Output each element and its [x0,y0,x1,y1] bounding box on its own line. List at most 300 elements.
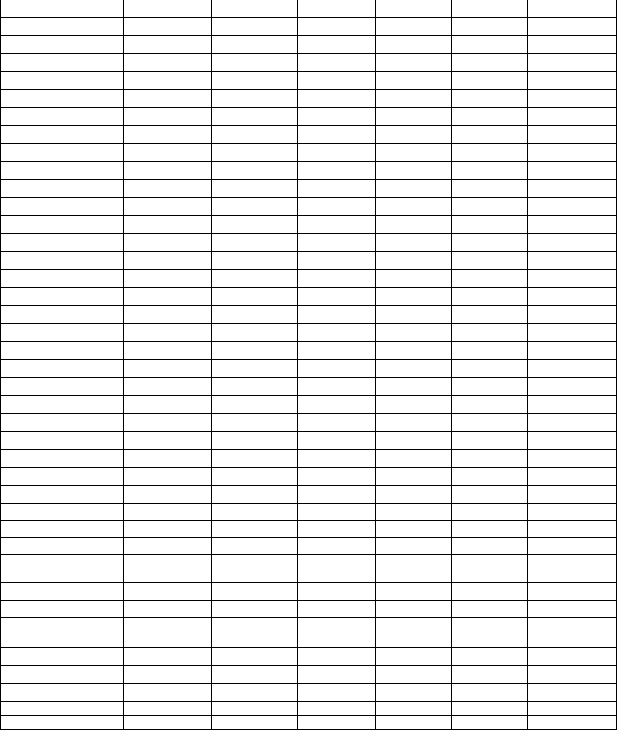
cell-unit [124,342,212,360]
cell-item-name [0,684,124,702]
table-row [0,521,617,538]
cell-price-col-3 [452,601,528,618]
cell-price-col-2 [376,90,452,108]
cell-grade-or-unit [212,618,298,648]
cell-unit [124,234,212,252]
cell-unit [124,198,212,216]
cell-price-col-2 [376,270,452,288]
cell-price-col-1 [298,108,376,126]
cell-item-name [0,144,124,162]
cell-price-col-3 [452,648,528,666]
cell-price-col-3 [452,486,528,504]
cell-price-col-3 [452,180,528,198]
cell-price-col-2 [376,234,452,252]
cell-price-col-4 [528,538,617,555]
cell-grade-or-unit [212,396,298,414]
cell-grade-or-unit [212,90,298,108]
cell-price-col-2 [376,360,452,378]
table-row [0,648,617,666]
cell-item-name [0,324,124,342]
cell-price-col-3 [452,555,528,583]
cell-price-col-4 [528,90,617,108]
cell-price-col-3 [452,702,528,716]
cell-item-name [0,432,124,450]
cell-price-col-1 [298,270,376,288]
cell-price-col-2 [376,252,452,270]
table-row [0,288,617,306]
cell-price-col-1 [298,468,376,486]
cell-price-col-3 [452,54,528,72]
cell-price-col-4 [528,180,617,198]
cell-item-name [0,0,124,18]
cell-price-col-2 [376,180,452,198]
cell-price-col-1 [298,162,376,180]
cell-unit [124,583,212,601]
cell-unit [124,378,212,396]
cell-price-col-1 [298,18,376,36]
cell-price-col-4 [528,18,617,36]
cell-item-name [0,360,124,378]
cell-unit [124,108,212,126]
cell-price-col-2 [376,144,452,162]
cell-price-col-1 [298,716,376,730]
cell-price-col-2 [376,162,452,180]
cell-price-col-3 [452,0,528,18]
cell-item-name [0,648,124,666]
table-row [0,144,617,162]
table-row [0,54,617,72]
cell-price-col-3 [452,108,528,126]
cell-price-col-3 [452,414,528,432]
cell-price-col-2 [376,198,452,216]
cell-item-name [0,306,124,324]
cell-price-col-3 [452,18,528,36]
cell-price-col-3 [452,666,528,684]
cell-price-col-3 [452,306,528,324]
cell-price-col-2 [376,306,452,324]
cell-price-col-1 [298,538,376,555]
cell-price-col-1 [298,432,376,450]
cell-price-col-3 [452,396,528,414]
cell-price-col-2 [376,126,452,144]
cell-grade-or-unit [212,162,298,180]
cell-price-col-2 [376,414,452,432]
table-row [0,162,617,180]
table-row [0,450,617,468]
table-row [0,396,617,414]
cell-price-col-2 [376,583,452,601]
cell-price-col-3 [452,521,528,538]
cell-item-name [0,414,124,432]
table-row [0,126,617,144]
cell-grade-or-unit [212,18,298,36]
cell-price-col-3 [452,126,528,144]
cell-unit [124,162,212,180]
cell-price-col-2 [376,216,452,234]
cell-price-col-3 [452,538,528,555]
cell-price-col-4 [528,360,617,378]
cell-grade-or-unit [212,126,298,144]
cell-price-col-1 [298,216,376,234]
cell-grade-or-unit [212,450,298,468]
cell-price-col-4 [528,252,617,270]
cell-grade-or-unit [212,144,298,162]
cell-price-col-2 [376,538,452,555]
cell-price-col-1 [298,198,376,216]
cell-grade-or-unit [212,538,298,555]
cell-price-col-3 [452,583,528,601]
cell-price-col-1 [298,0,376,18]
cell-item-name [0,216,124,234]
table-row [0,486,617,504]
cell-price-col-3 [452,618,528,648]
cell-grade-or-unit [212,252,298,270]
cell-price-col-2 [376,486,452,504]
cell-grade-or-unit [212,555,298,583]
cell-item-name [0,90,124,108]
table-row [0,432,617,450]
table-row [0,270,617,288]
cell-item-name [0,521,124,538]
cell-price-col-2 [376,0,452,18]
cell-item-name [0,555,124,583]
cell-price-col-4 [528,396,617,414]
cell-unit [124,360,212,378]
cell-item-name [0,270,124,288]
cell-grade-or-unit [212,288,298,306]
cell-price-col-4 [528,601,617,618]
cell-unit [124,36,212,54]
cell-price-col-4 [528,0,617,18]
cell-item-name [0,504,124,521]
cell-item-name [0,252,124,270]
cell-price-col-4 [528,521,617,538]
table-row [0,216,617,234]
cell-price-col-4 [528,234,617,252]
cell-price-col-1 [298,396,376,414]
cell-price-col-3 [452,234,528,252]
cell-price-col-2 [376,54,452,72]
cell-unit [124,396,212,414]
cell-price-col-2 [376,36,452,54]
cell-price-col-3 [452,360,528,378]
cell-grade-or-unit [212,468,298,486]
cell-grade-or-unit [212,666,298,684]
cell-item-name [0,468,124,486]
cell-price-col-4 [528,342,617,360]
cell-unit [124,144,212,162]
cell-price-col-4 [528,378,617,396]
table-row [0,684,617,702]
cell-grade-or-unit [212,360,298,378]
cell-item-name [0,396,124,414]
cell-unit [124,538,212,555]
cell-price-col-1 [298,583,376,601]
cell-grade-or-unit [212,432,298,450]
cell-grade-or-unit [212,583,298,601]
cell-unit [124,702,212,716]
cell-price-col-2 [376,342,452,360]
cell-price-col-4 [528,684,617,702]
cell-unit [124,270,212,288]
cell-unit [124,450,212,468]
cell-grade-or-unit [212,36,298,54]
cell-item-name [0,18,124,36]
cell-price-col-3 [452,216,528,234]
cell-unit [124,414,212,432]
cell-price-col-4 [528,450,617,468]
cell-item-name [0,126,124,144]
table-row [0,716,617,730]
cell-item-name [0,234,124,252]
cell-price-col-3 [452,198,528,216]
cell-item-name [0,72,124,90]
cell-item-name [0,618,124,648]
cell-price-col-2 [376,504,452,521]
cell-item-name [0,666,124,684]
cell-grade-or-unit [212,270,298,288]
cell-price-col-4 [528,270,617,288]
cell-price-col-2 [376,702,452,716]
table-row [0,90,617,108]
cell-grade-or-unit [212,378,298,396]
cell-unit [124,288,212,306]
cell-price-col-4 [528,648,617,666]
cell-price-col-1 [298,618,376,648]
cell-grade-or-unit [212,0,298,18]
cell-grade-or-unit [212,342,298,360]
cell-grade-or-unit [212,180,298,198]
cell-grade-or-unit [212,684,298,702]
cell-unit [124,72,212,90]
cell-price-col-1 [298,504,376,521]
cell-price-col-2 [376,555,452,583]
cell-grade-or-unit [212,216,298,234]
cell-unit [124,216,212,234]
cell-price-col-1 [298,144,376,162]
cell-grade-or-unit [212,72,298,90]
cell-item-name [0,378,124,396]
cell-price-col-4 [528,432,617,450]
cell-price-col-3 [452,684,528,702]
cell-price-col-3 [452,288,528,306]
cell-unit [124,648,212,666]
cell-price-col-4 [528,126,617,144]
table-row [0,72,617,90]
cell-price-col-1 [298,450,376,468]
table-row [0,360,617,378]
cell-price-col-4 [528,716,617,730]
cell-price-col-1 [298,702,376,716]
cell-item-name [0,486,124,504]
cell-price-col-4 [528,108,617,126]
cell-unit [124,555,212,583]
table-row [0,234,617,252]
cell-unit [124,180,212,198]
cell-price-col-2 [376,378,452,396]
cell-grade-or-unit [212,306,298,324]
cell-unit [124,54,212,72]
cell-price-col-1 [298,324,376,342]
cell-item-name [0,108,124,126]
cell-unit [124,504,212,521]
cell-item-name [0,702,124,716]
cell-item-name [0,180,124,198]
cell-price-col-4 [528,162,617,180]
cell-unit [124,252,212,270]
cell-unit [124,126,212,144]
cell-grade-or-unit [212,234,298,252]
table-row [0,378,617,396]
cell-price-col-3 [452,468,528,486]
table-row [0,180,617,198]
cell-item-name [0,36,124,54]
cell-price-col-1 [298,126,376,144]
table-row [0,414,617,432]
cell-price-col-4 [528,288,617,306]
cell-price-col-2 [376,684,452,702]
cell-item-name [0,198,124,216]
cell-price-col-2 [376,18,452,36]
cell-grade-or-unit [212,702,298,716]
cell-unit [124,90,212,108]
cell-price-col-3 [452,504,528,521]
cell-price-col-4 [528,486,617,504]
table-row [0,252,617,270]
table-row [0,504,617,521]
cell-price-col-3 [452,324,528,342]
cell-grade-or-unit [212,198,298,216]
cell-grade-or-unit [212,108,298,126]
cell-price-col-3 [452,270,528,288]
cell-price-col-4 [528,555,617,583]
cell-price-col-3 [452,144,528,162]
cell-unit [124,684,212,702]
cell-price-col-2 [376,396,452,414]
cell-price-col-1 [298,54,376,72]
cell-price-col-2 [376,72,452,90]
cell-price-col-1 [298,360,376,378]
cell-price-col-1 [298,486,376,504]
cell-price-col-2 [376,521,452,538]
cell-price-col-4 [528,618,617,648]
cell-price-col-4 [528,504,617,521]
cell-item-name [0,450,124,468]
cell-price-col-1 [298,684,376,702]
table-row [0,601,617,618]
cell-price-col-2 [376,666,452,684]
cell-grade-or-unit [212,486,298,504]
cell-item-name [0,162,124,180]
cell-price-col-2 [376,648,452,666]
table-row [0,108,617,126]
cell-price-col-2 [376,716,452,730]
cell-unit [124,666,212,684]
table-row [0,198,617,216]
cell-price-col-4 [528,144,617,162]
cell-price-col-1 [298,252,376,270]
cell-item-name [0,342,124,360]
cell-price-col-4 [528,583,617,601]
cell-unit [124,486,212,504]
cell-price-col-1 [298,180,376,198]
cell-price-col-1 [298,234,376,252]
cell-price-col-1 [298,306,376,324]
cell-grade-or-unit [212,521,298,538]
cell-price-col-2 [376,324,452,342]
cell-price-col-3 [452,252,528,270]
cell-item-name [0,538,124,555]
table-row [0,583,617,601]
cell-item-name [0,54,124,72]
cell-item-name [0,716,124,730]
cell-unit [124,618,212,648]
cell-grade-or-unit [212,414,298,432]
cell-price-col-4 [528,324,617,342]
cell-price-col-4 [528,702,617,716]
cell-unit [124,324,212,342]
cell-price-col-4 [528,468,617,486]
table-row [0,702,617,716]
cell-price-col-1 [298,288,376,306]
cell-price-col-4 [528,306,617,324]
table-row [0,468,617,486]
table-row [0,618,617,648]
cell-price-col-4 [528,414,617,432]
table-row [0,18,617,36]
cell-price-col-1 [298,521,376,538]
cell-price-col-3 [452,162,528,180]
cell-price-col-2 [376,618,452,648]
cell-price-col-3 [452,716,528,730]
cell-unit [124,716,212,730]
cell-price-col-1 [298,342,376,360]
cell-unit [124,601,212,618]
cell-price-col-3 [452,432,528,450]
cell-price-col-3 [452,72,528,90]
cell-price-col-4 [528,54,617,72]
cell-price-col-3 [452,36,528,54]
cell-unit [124,0,212,18]
table-row [0,324,617,342]
cell-grade-or-unit [212,716,298,730]
table-row [0,0,617,18]
table-row [0,666,617,684]
cell-price-col-3 [452,90,528,108]
table-row [0,538,617,555]
cell-price-col-1 [298,648,376,666]
cell-price-col-1 [298,666,376,684]
cell-item-name [0,583,124,601]
cell-price-col-1 [298,90,376,108]
cell-price-col-4 [528,36,617,54]
cell-price-col-1 [298,378,376,396]
table-row [0,36,617,54]
cell-price-col-1 [298,36,376,54]
table-row [0,555,617,583]
cell-price-col-2 [376,432,452,450]
cell-price-col-1 [298,72,376,90]
cell-price-col-4 [528,198,617,216]
table-row [0,306,617,324]
cell-grade-or-unit [212,601,298,618]
cell-price-col-1 [298,601,376,618]
cell-grade-or-unit [212,324,298,342]
cell-unit [124,432,212,450]
cell-unit [124,468,212,486]
cell-price-col-2 [376,468,452,486]
cell-price-col-3 [452,342,528,360]
